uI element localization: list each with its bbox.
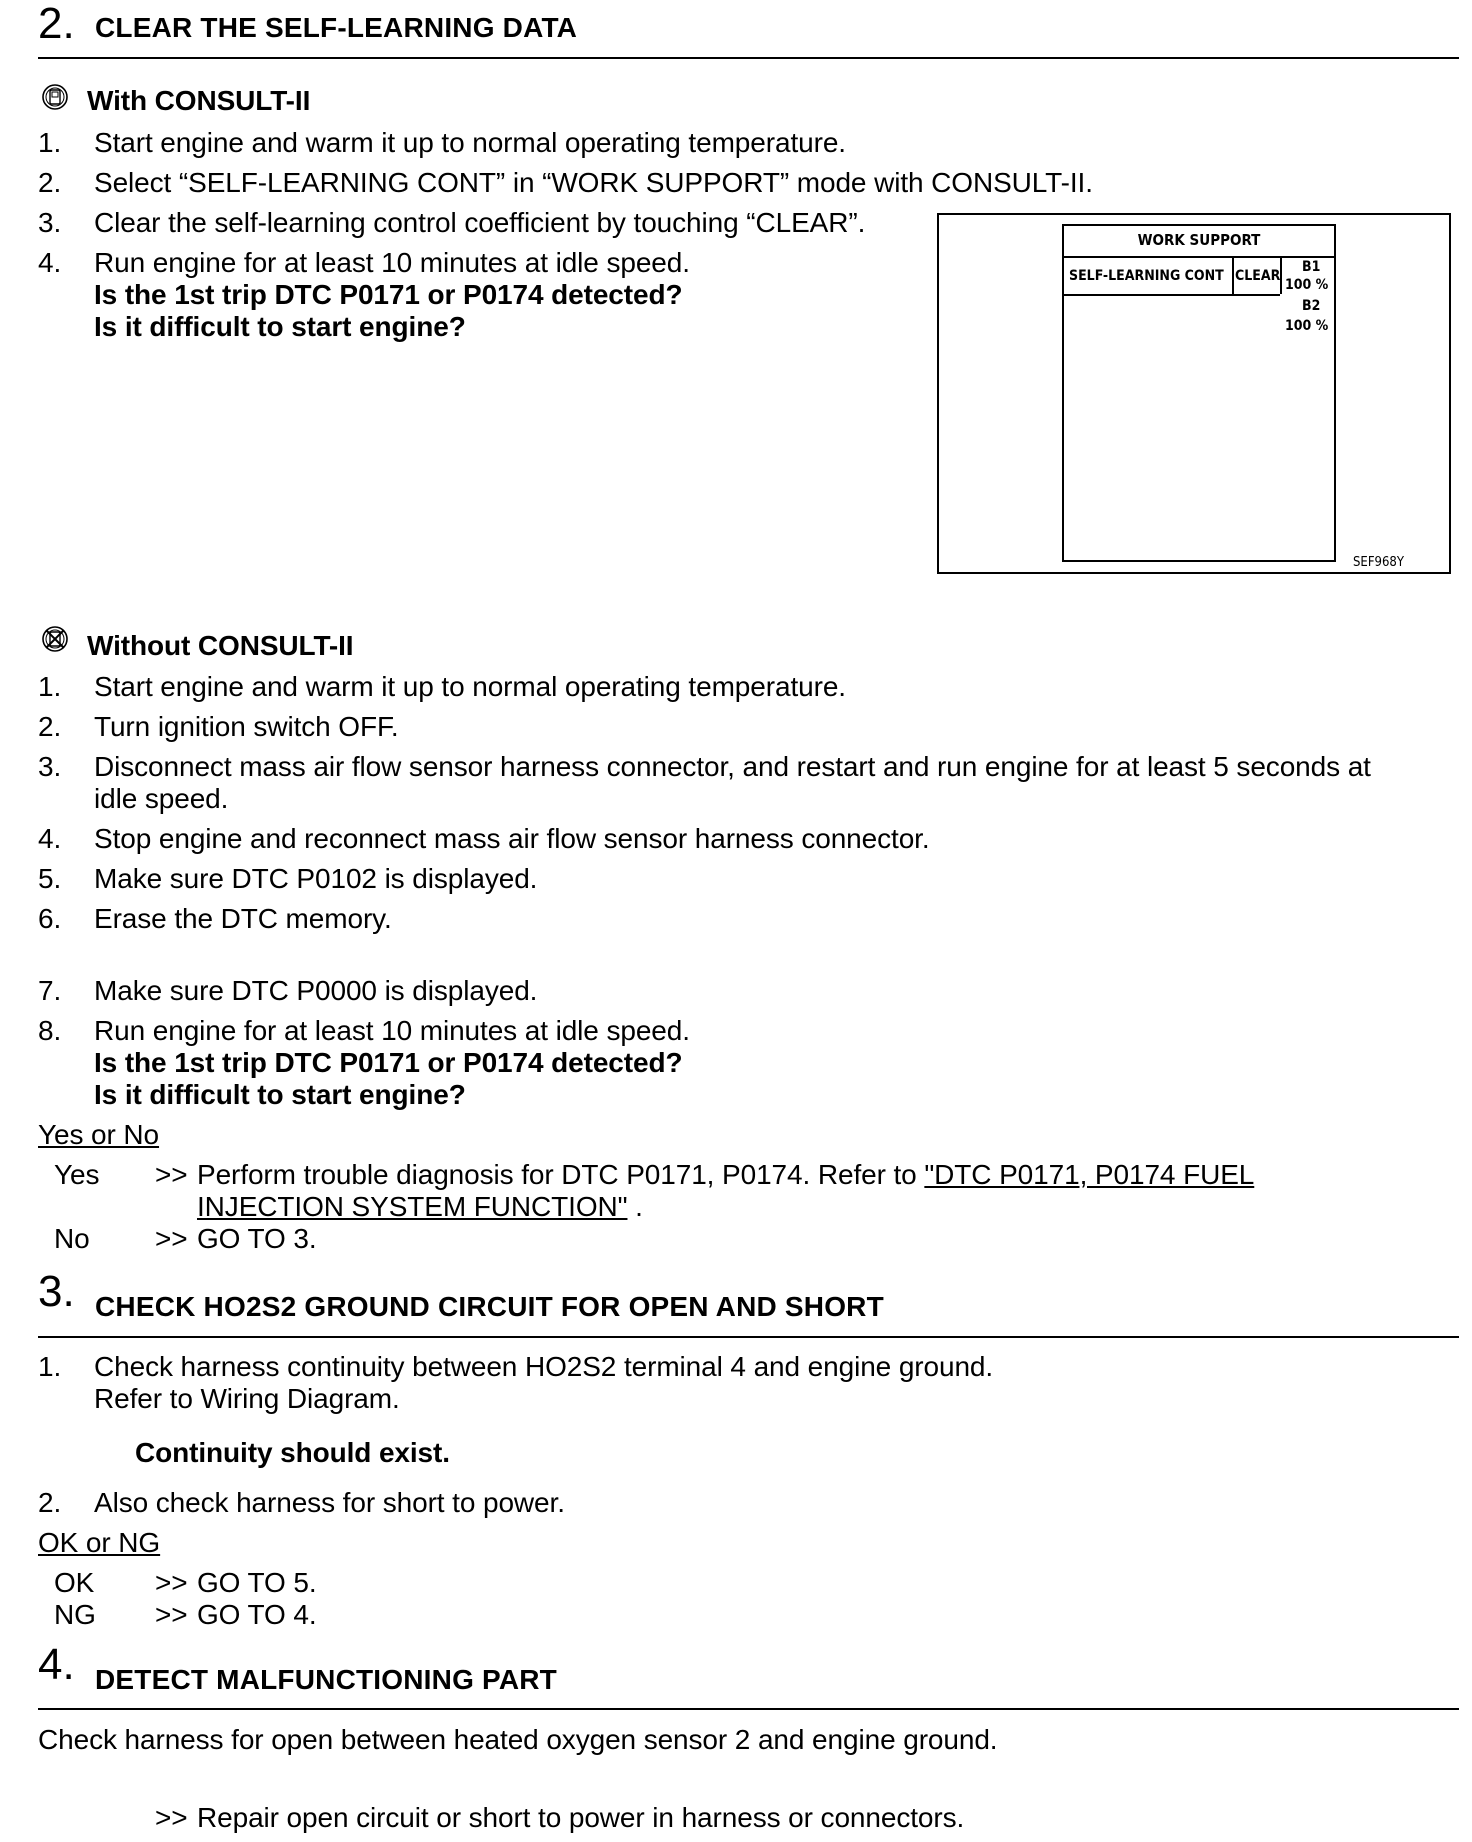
step-2-title: CLEAR THE SELF-LEARNING DATA bbox=[95, 12, 578, 43]
step-3-item-1-number: 1. bbox=[38, 1351, 62, 1382]
figure-b1-label: B1 bbox=[1302, 259, 1321, 275]
step-4-number: 4. bbox=[38, 1640, 75, 1689]
ok-arrow: >> bbox=[155, 1567, 188, 1598]
step-3-number: 3. bbox=[38, 1267, 75, 1316]
with-item-1-number: 1. bbox=[38, 127, 62, 158]
step-4-action: Repair open circuit or short to power in harness or connectors. bbox=[197, 1802, 965, 1833]
no-arrow: >> bbox=[155, 1223, 188, 1254]
with-consult-heading: With CONSULT-II bbox=[87, 85, 311, 116]
ok-action: GO TO 5. bbox=[197, 1567, 317, 1598]
yes-key: Yes bbox=[54, 1159, 100, 1190]
with-item-3-number: 3. bbox=[38, 207, 62, 238]
figure-clear-button: CLEAR bbox=[1235, 268, 1281, 284]
screen-row-divider bbox=[1062, 294, 1280, 296]
ok-or-ng-label: OK or NG bbox=[38, 1527, 161, 1558]
without-item-7-text: Make sure DTC P0000 is displayed. bbox=[94, 975, 538, 1006]
with-item-2-text: Select “SELF-LEARNING CONT” in “WORK SUPPORT” mode with CONSULT-II. bbox=[94, 167, 1093, 198]
yes-arrow: >> bbox=[155, 1159, 188, 1190]
yes-or-no-label: Yes or No bbox=[38, 1119, 160, 1150]
without-item-7-number: 7. bbox=[38, 975, 62, 1006]
without-item-2-number: 2. bbox=[38, 711, 62, 742]
step-3-item-2-text: Also check harness for short to power. bbox=[94, 1487, 565, 1518]
without-consult-heading: Without CONSULT-II bbox=[87, 630, 354, 661]
without-item-6-number: 6. bbox=[38, 903, 62, 934]
screen-header-divider bbox=[1062, 256, 1336, 258]
ng-key: NG bbox=[54, 1599, 96, 1630]
without-item-1-number: 1. bbox=[38, 671, 62, 702]
without-consult-icon bbox=[40, 624, 70, 654]
figure-self-learning-label: SELF-LEARNING CONT bbox=[1069, 268, 1224, 284]
no-key: No bbox=[54, 1223, 90, 1254]
without-item-3-text: Disconnect mass air flow sensor harness connector, and restart and run engine for at least 5 seconds at bbox=[94, 751, 1371, 782]
step-3-rule bbox=[38, 1336, 1459, 1338]
without-question-dtc: Is the 1st trip DTC P0171 or P0174 detected? bbox=[94, 1047, 683, 1078]
without-item-4-text: Stop engine and reconnect mass air flow sensor harness connector. bbox=[94, 823, 930, 854]
step-4-text: Check harness for open between heated oxygen sensor 2 and engine ground. bbox=[38, 1724, 998, 1755]
without-item-1-text: Start engine and warm it up to normal operating temperature. bbox=[94, 671, 846, 702]
figure-b1-value: 100 % bbox=[1285, 277, 1329, 293]
dtc-p0171-link[interactable]: "DTC P0171, P0174 FUEL bbox=[924, 1159, 1255, 1190]
figure-header: WORK SUPPORT bbox=[1137, 231, 1261, 249]
without-item-2-text: Turn ignition switch OFF. bbox=[94, 711, 399, 742]
without-item-4-number: 4. bbox=[38, 823, 62, 854]
yes-action bbox=[197, 1159, 1254, 1191]
continuity-spec: Continuity should exist. bbox=[135, 1437, 450, 1468]
with-question-start: Is it difficult to start engine? bbox=[94, 311, 466, 342]
with-item-3-text: Clear the self-learning control coefficient by touching “CLEAR”. bbox=[94, 207, 866, 238]
step-3-item-1-text: Check harness continuity between HO2S2 terminal 4 and engine ground. bbox=[94, 1351, 994, 1382]
without-item-3-number: 3. bbox=[38, 751, 62, 782]
step-2-rule bbox=[38, 57, 1459, 59]
without-item-8-number: 8. bbox=[38, 1015, 62, 1046]
step-3-item-2-number: 2. bbox=[38, 1487, 62, 1518]
without-question-start: Is it difficult to start engine? bbox=[94, 1079, 466, 1110]
step-3-item-1-text-cont: Refer to Wiring Diagram. bbox=[94, 1383, 400, 1414]
step-3-title: CHECK HO2S2 GROUND CIRCUIT FOR OPEN AND SHORT bbox=[95, 1291, 884, 1322]
with-item-2-number: 2. bbox=[38, 167, 62, 198]
yes-action-cont bbox=[197, 1191, 643, 1223]
without-item-3-text-cont: idle speed. bbox=[94, 783, 229, 814]
figure-b2-value: 100 % bbox=[1285, 318, 1329, 334]
step-4-title: DETECT MALFUNCTIONING PART bbox=[95, 1664, 557, 1695]
figure-code: SEF968Y bbox=[1353, 555, 1405, 570]
without-item-5-number: 5. bbox=[38, 863, 62, 894]
no-action: GO TO 3. bbox=[197, 1223, 317, 1254]
figure-b2-label: B2 bbox=[1302, 298, 1321, 314]
fuel-injection-link[interactable]: INJECTION SYSTEM FUNCTION" bbox=[197, 1191, 628, 1222]
ng-action: GO TO 4. bbox=[197, 1599, 317, 1630]
with-item-1-text: Start engine and warm it up to normal operating temperature. bbox=[94, 127, 846, 158]
yes-action-text: Perform trouble diagnosis for DTC P0171, P0174. Refer to bbox=[197, 1159, 925, 1190]
yes-action-tail: . bbox=[627, 1191, 643, 1222]
with-question-dtc: Is the 1st trip DTC P0171 or P0174 detected? bbox=[94, 279, 683, 310]
with-item-4-number: 4. bbox=[38, 247, 62, 278]
step-4-arrow: >> bbox=[155, 1802, 188, 1833]
ng-arrow: >> bbox=[155, 1599, 188, 1630]
without-item-5-text: Make sure DTC P0102 is displayed. bbox=[94, 863, 538, 894]
screen-col-divider-1 bbox=[1232, 256, 1234, 294]
consult-icon bbox=[40, 82, 70, 112]
without-item-8-text: Run engine for at least 10 minutes at idle speed. bbox=[94, 1015, 690, 1046]
with-item-4-text: Run engine for at least 10 minutes at idle speed. bbox=[94, 247, 690, 278]
step-2-number: 2. bbox=[38, 0, 75, 48]
ok-key: OK bbox=[54, 1567, 95, 1598]
without-item-6-text: Erase the DTC memory. bbox=[94, 903, 392, 934]
step-4-rule bbox=[38, 1708, 1459, 1710]
